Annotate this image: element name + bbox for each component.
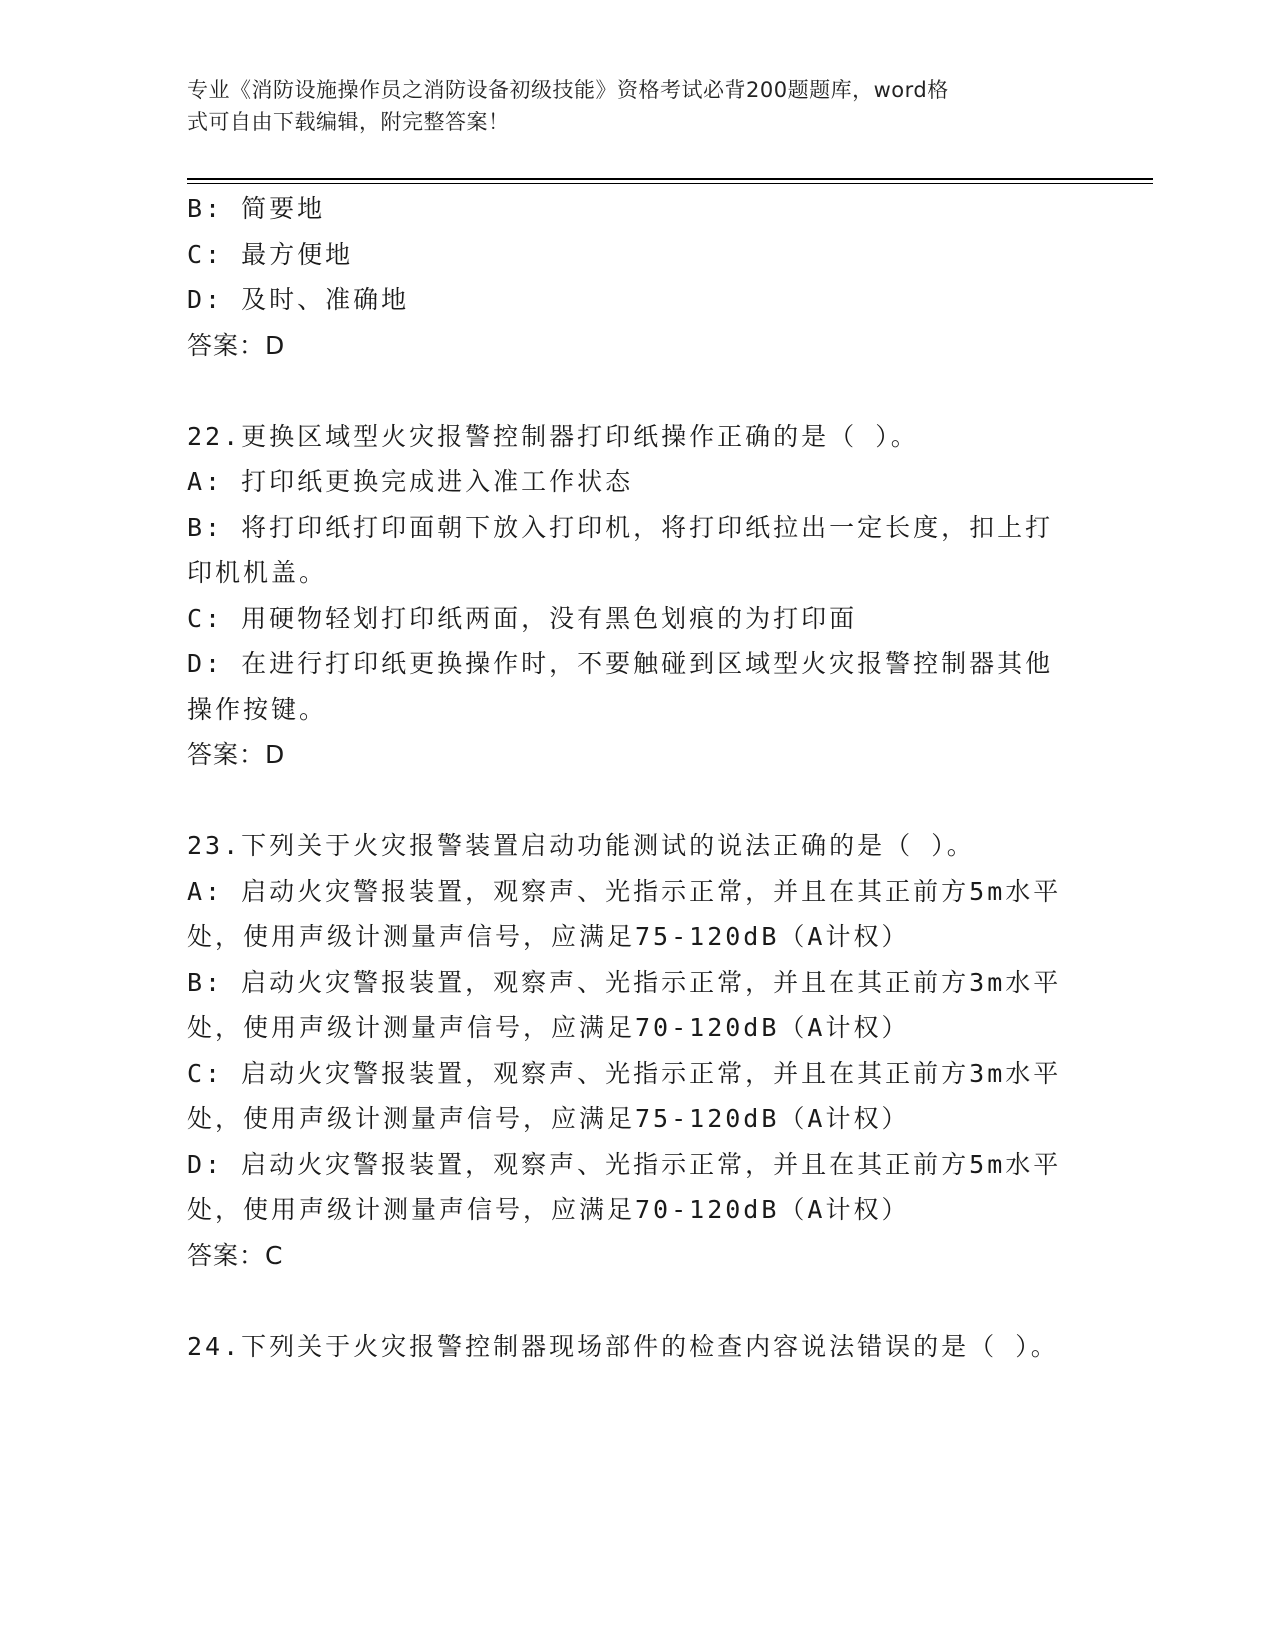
- q22-answer: 答案：D: [187, 740, 286, 769]
- header-divider-thick: [187, 178, 1153, 180]
- q23-option-b: B: 启动火灾警报装置，观察声、光指示正常，并且在其正前方3m水平处，使用声级计测量声信号，应满足70-120dB（A计权）: [187, 967, 1062, 1042]
- q23-answer: 答案：C: [187, 1240, 284, 1270]
- spacer: [187, 778, 1067, 824]
- header-line-2: 式可自由下载编辑，附完整答案！: [187, 110, 510, 134]
- q22-option-b: B: 将打印纸打印面朝下放入打印机，将打印纸拉出一定长度，扣上打印机机盖。: [187, 512, 1054, 587]
- q22-option-a: A: 打印纸更换完成进入准工作状态: [187, 467, 634, 496]
- document-header: [187, 74, 1067, 138]
- q21-option-c: C: 最方便地: [187, 239, 354, 269]
- q24-stem: 24.下列关于火灾报警控制器现场部件的检查内容说法错误的是（ ）。: [187, 1331, 1059, 1361]
- question-content: [187, 186, 1067, 1369]
- header-divider-thin: [187, 183, 1153, 184]
- q22-option-c: C: 用硬物轻划打印纸两面，没有黑色划痕的为打印面: [187, 603, 858, 633]
- header-line-1: 专业《消防设施操作员之消防设备初级技能》资格考试必背200题题库，word格: [187, 78, 949, 102]
- q21-option-b: B: 简要地: [187, 194, 326, 223]
- q23-stem: 23.下列关于火灾报警装置启动功能测试的说法正确的是（ ）。: [187, 831, 975, 860]
- q22-stem: 22.更换区域型火灾报警控制器打印纸操作正确的是（ ）。: [187, 421, 919, 451]
- q23-option-d: D: 启动火灾警报装置，观察声、光指示正常，并且在其正前方5m水平处，使用声级计测量声信号，应满足70-120dB（A计权）: [187, 1149, 1062, 1224]
- q23-option-c: C: 启动火灾警报装置，观察声、光指示正常，并且在其正前方3m水平处，使用声级计测量声信号，应满足75-120dB（A计权）: [187, 1058, 1062, 1133]
- spacer: [187, 368, 1067, 414]
- q22-option-d: D: 在进行打印纸更换操作时，不要触碰到区域型火灾报警控制器其他操作按键。: [187, 649, 1054, 724]
- q21-answer: 答案：D: [187, 330, 286, 360]
- spacer: [187, 1278, 1067, 1324]
- q23-option-a: A: 启动火灾警报装置，观察声、光指示正常，并且在其正前方5m水平处，使用声级计测量声信号，应满足75-120dB（A计权）: [187, 876, 1062, 951]
- q21-option-d: D: 及时、准确地: [187, 285, 410, 314]
